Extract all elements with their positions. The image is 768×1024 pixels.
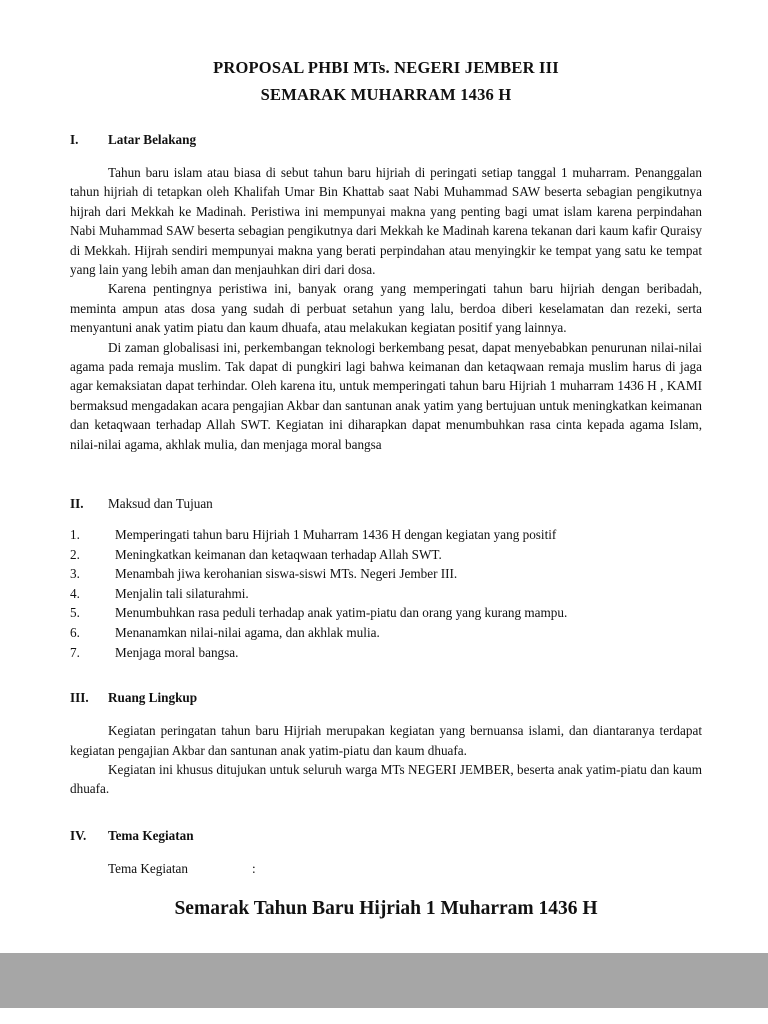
list-item-text: Menjalin tali silaturahmi. [115,585,249,601]
section-title: Latar Belakang [108,132,197,147]
list-item-number: 7. [70,644,80,660]
section-number: III. [70,690,89,706]
doc-title-line-1: PROPOSAL PHBI MTs. NEGERI JEMBER III [213,58,559,77]
list-item [70,623,702,643]
list-item-text: Menanamkan nilai-nilai agama, dan akhlak mulia. [115,625,380,641]
section-heading-1 [70,130,702,149]
section-number: I. [70,132,79,147]
list-item-text: Menjaga moral bangsa. [115,644,239,660]
list-item-number: 5. [70,605,80,621]
section-number: II. [70,496,84,512]
section-title: Tema Kegiatan [108,827,194,843]
list-item [70,525,702,545]
tema-label: Tema Kegiatan [108,860,188,876]
paragraph: Di zaman globalisasi ini, perkembangan teknologi berkembang pesat, dapat menyebabkan penurunan nilai-nilai agama pada remaja muslim. Tak dapat di pungkiri lagi bahwa keimanan dan ketaqwaan remaja muslim harus di jaga agar kemaksiatan dapat terhindar. Oleh karena itu, untuk memperingati tahun baru Hijriah 1 muharram 1436 H , KAMI bermaksud mengadakan acara pengajian Akbar dan santunan anak yatim yang bertujuan untuk meningkatkan keimanan dan ketaqwaan terhadap Allah SWT. Kegiatan ini diharapkan dapat menumbuhkan rasa cinta kepada agama Islam, nilai-nilai agama, akhlak mulia, dan menjaga moral bangsa [70,339,702,452]
section-heading-4 [70,826,702,845]
list-item-text: Memperingati tahun baru Hijriah 1 Muharram 1436 H dengan kegiatan yang positif [115,527,557,543]
section-title: Ruang Lingkup [108,690,198,706]
list-item [70,643,702,663]
list-item-number: 6. [70,625,80,641]
paragraph: Karena pentingnya peristiwa ini, banyak orang yang memperingati tahun baru hijriah dengan beribadah, meminta ampun atas dosa yang sudah di perbuat setahun yang lalu, berdoa diberi keselamatan dan rezeki, serta menyantuni anak yatim piatu dan kaum dhuafa, atau melakukan kegiatan positif yang lainnya. [70,281,702,336]
list-item-number: 2. [70,546,80,562]
next-page-edge [0,1008,768,1024]
section-number: IV. [70,827,87,843]
section-title: Maksud dan Tujuan [108,496,213,512]
list-item [70,564,702,584]
paragraph: Tahun baru islam atau biasa di sebut tahun baru hijriah di peringati setiap tanggal 1 muharram. Penanggalan tahun hijriah di tetapkan oleh Khalifah Umar Bin Khattab saat Nabi Muhammad SAW beserta sebagian pengikutnya hijrah dari Mekkah ke Madinah. Peristiwa ini mempunyai makna yang penting bagi umat islam karena perpindahan Nabi Muhammad SAW beserta sebagian pengikutnya dari Mekkah ke Madinah karena tekanan dari kaum kafir Quraisy di Mekkah. Hijrah sendiri mempunyai makna yang berati perpindahan atau menyingkir ke tempat yang satu ke tempat yang lain yang lebih aman dan menjauhkan diri dari dosa. [70,165,702,278]
list-item-number: 3. [70,566,80,582]
section-heading-2 [70,494,702,513]
list-item [70,584,702,604]
goals-list [70,525,702,662]
list-item-number: 1. [70,527,80,543]
paragraph: Kegiatan ini khusus ditujukan untuk seluruh warga MTs NEGERI JEMBER, beserta anak yatim-piatu dan kaum dhuafa. [70,762,702,797]
list-item [70,603,702,623]
tema-colon: : [252,860,256,876]
list-item-text: Meningkatkan keimanan dan ketaqwaan terhadap Allah SWT. [115,546,442,562]
list-item-number: 4. [70,585,80,601]
list-item [70,545,702,565]
event-theme-title: Semarak Tahun Baru Hijriah 1 Muharram 1436 H [174,897,598,919]
tema-kegiatan-line [70,859,702,878]
list-item-text: Menumbuhkan rasa peduli terhadap anak yatim-piatu dan orang yang kurang mampu. [115,605,568,621]
doc-title-line-2: SEMARAK MUHARRAM 1436 H [260,85,512,104]
list-item-text: Menambah jiwa kerohanian siswa-siswi MTs. Negeri Jember III. [115,566,458,582]
paragraph: Kegiatan peringatan tahun baru Hijriah merupakan kegiatan yang bernuansa islami, dan diantaranya terdapat kegiatan pengajian Akbar dan santunan anak yatim-piatu dan kaum dhuafa. [70,723,702,758]
page-gap [0,953,768,1008]
section-heading-3 [70,688,702,707]
